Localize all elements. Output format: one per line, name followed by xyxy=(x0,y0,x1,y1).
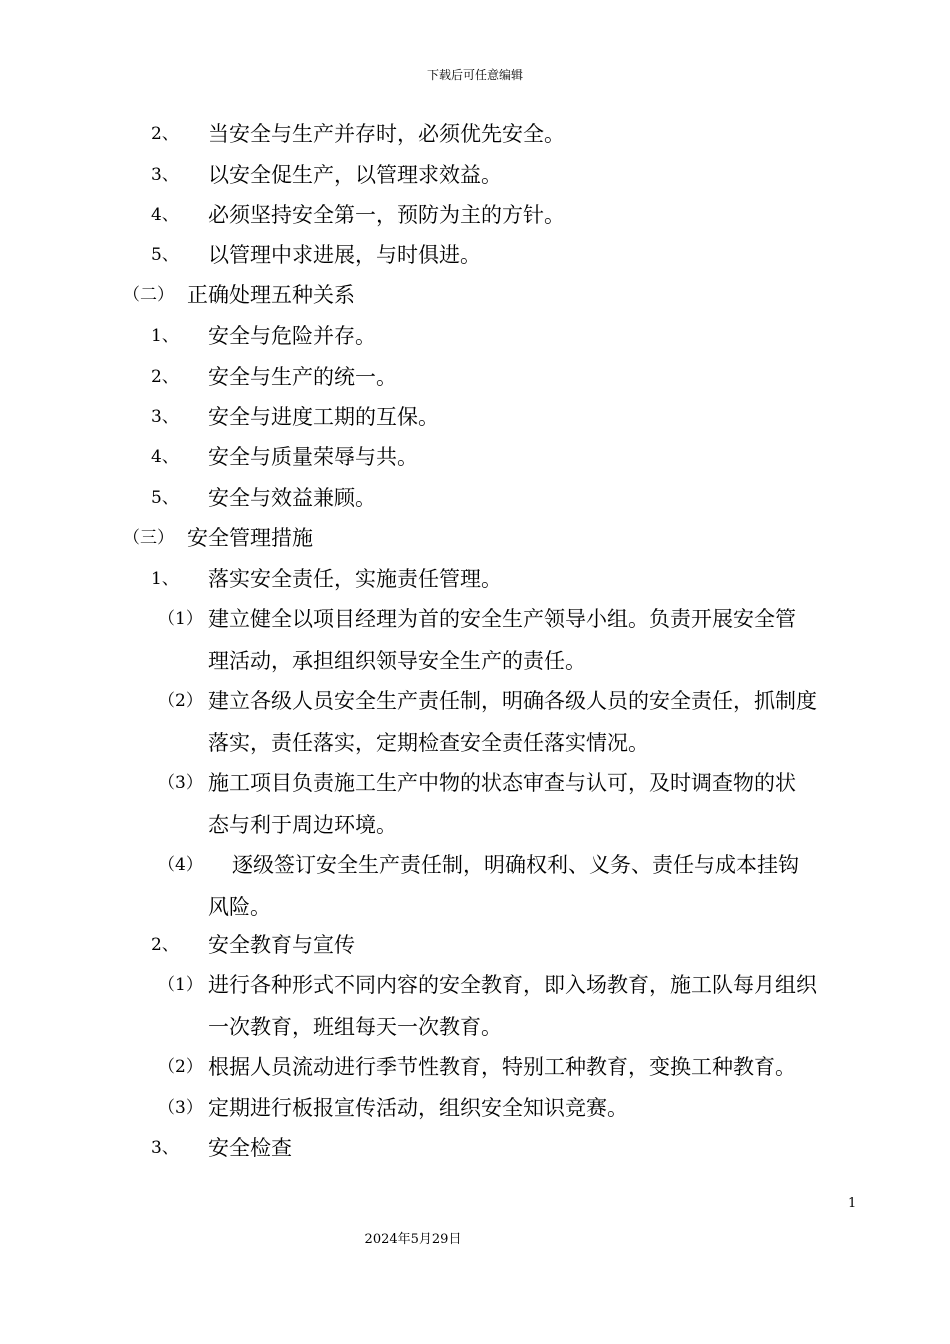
list-number: 4、 xyxy=(151,447,179,467)
list-text: 安全教育与宣传 xyxy=(208,933,355,957)
list-number: 3、 xyxy=(151,407,179,427)
list-number: 2、 xyxy=(151,367,179,387)
list-number: 3、 xyxy=(151,165,179,185)
list-text: 安全与生产的统一。 xyxy=(208,365,397,389)
section-number: （二） xyxy=(123,285,174,305)
list-text: 安全与质量荣辱与共。 xyxy=(208,445,418,469)
list-number: 4、 xyxy=(151,205,179,225)
list-text: 安全与进度工期的互保。 xyxy=(208,405,439,429)
list-text: 安全检查 xyxy=(208,1136,292,1160)
sub-item-text-continued: 风险。 xyxy=(208,895,271,919)
list-text: 必须坚持安全第一，预防为主的方针。 xyxy=(208,203,565,227)
list-number: 2、 xyxy=(151,124,179,144)
section-heading: 正确处理五种关系 xyxy=(187,283,355,307)
list-text: 当安全与生产并存时，必须优先安全。 xyxy=(208,122,565,146)
list-number: 1、 xyxy=(151,326,179,346)
list-text: 安全与危险并存。 xyxy=(208,324,376,348)
sub-item-text: 建立健全以项目经理为首的安全生产领导小组。负责开展安全管 xyxy=(208,607,796,631)
sub-item-number: （2） xyxy=(158,691,203,711)
sub-item-text: 根据人员流动进行季节性教育，特别工种教育，变换工种教育。 xyxy=(208,1055,796,1079)
list-number: 1、 xyxy=(151,569,179,589)
list-text: 以安全促生产，以管理求效益。 xyxy=(208,163,502,187)
sub-item-text-continued: 理活动，承担组织领导安全生产的责任。 xyxy=(208,649,586,673)
page-header: 下载后可任意编辑 xyxy=(426,68,523,82)
sub-item-number: （4） xyxy=(158,855,203,875)
sub-item-number: （2） xyxy=(158,1057,203,1077)
list-text: 以管理中求进展，与时俱进。 xyxy=(208,243,481,267)
list-text: 落实安全责任，实施责任管理。 xyxy=(208,567,502,591)
sub-item-number: （3） xyxy=(158,773,203,793)
list-number: 5、 xyxy=(151,245,179,265)
sub-item-text: 逐级签订安全生产责任制，明确权利、义务、责任与成本挂钩 xyxy=(232,853,799,877)
sub-item-text: 建立各级人员安全生产责任制，明确各级人员的安全责任，抓制度 xyxy=(208,689,817,713)
sub-item-text-continued: 态与利于周边环境。 xyxy=(208,813,397,837)
sub-item-text-continued: 一次教育，班组每天一次教育。 xyxy=(208,1015,502,1039)
list-number: 2、 xyxy=(151,935,179,955)
page-footer-date: 2024年5月29日 xyxy=(364,1232,462,1247)
list-number: 5、 xyxy=(151,488,179,508)
sub-item-text-continued: 落实，责任落实，定期检查安全责任落实情况。 xyxy=(208,731,649,755)
page-number: 1 xyxy=(848,1196,857,1211)
list-text: 安全与效益兼顾。 xyxy=(208,486,376,510)
sub-item-text: 进行各种形式不同内容的安全教育，即入场教育，施工队每月组织 xyxy=(208,973,817,997)
sub-item-number: （3） xyxy=(158,1098,203,1118)
section-number: （三） xyxy=(123,528,174,548)
list-number: 3、 xyxy=(151,1138,179,1158)
sub-item-number: （1） xyxy=(158,975,203,995)
sub-item-text: 施工项目负责施工生产中物的状态审查与认可，及时调查物的状 xyxy=(208,771,796,795)
section-heading: 安全管理措施 xyxy=(187,526,313,550)
sub-item-text: 定期进行板报宣传活动，组织安全知识竞赛。 xyxy=(208,1096,628,1120)
sub-item-number: （1） xyxy=(158,609,203,629)
